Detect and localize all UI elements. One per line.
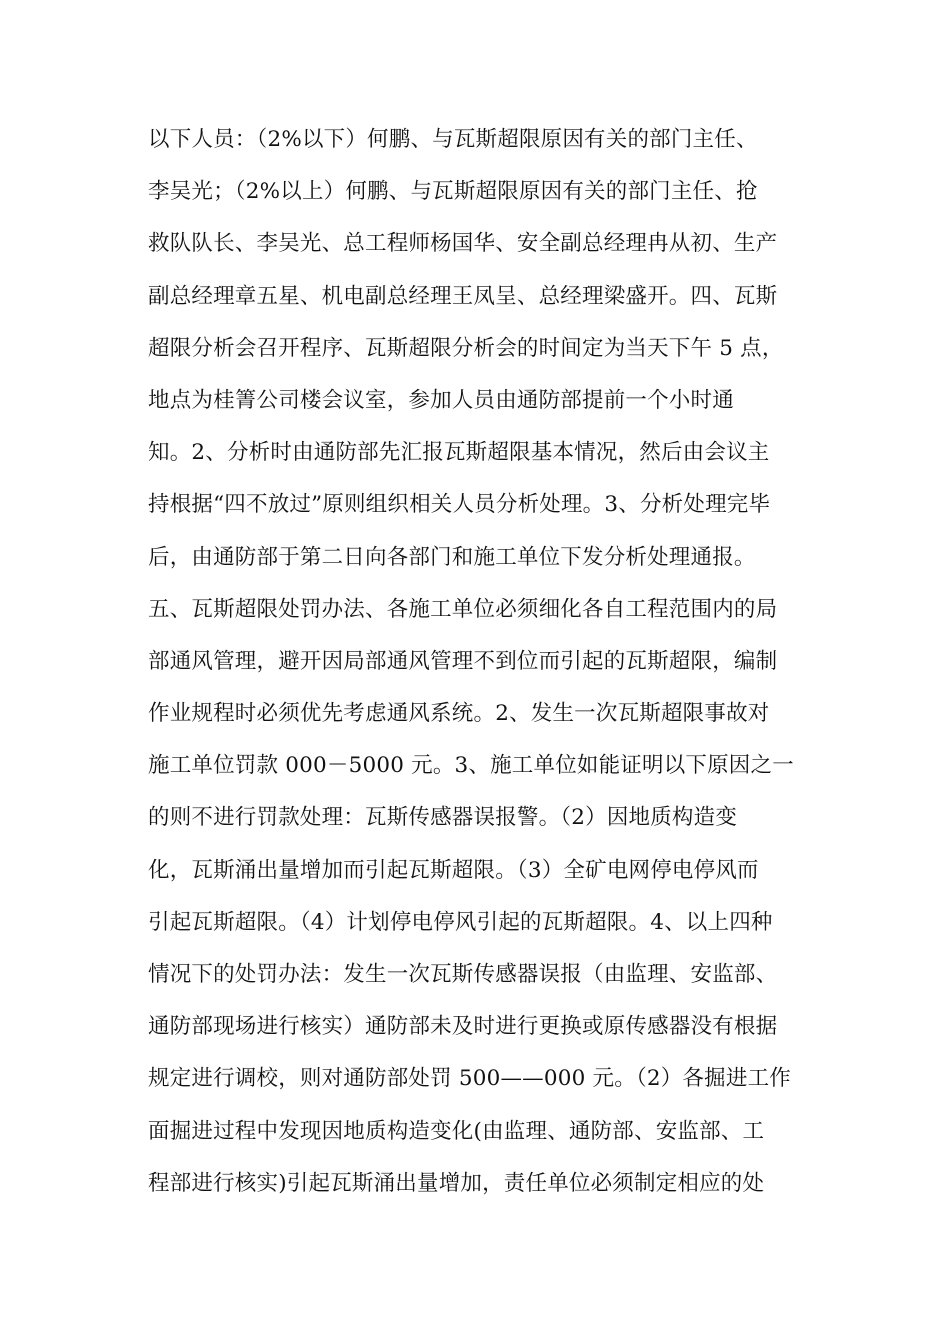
text-line: 施工单位罚款 000－5000 元。3、施工单位如能证明以下原因之一 bbox=[148, 753, 794, 779]
text-line: 面掘进过程中发现因地质构造变化(由监理、通防部、安监部、工 bbox=[148, 1118, 765, 1144]
text-line: 化，瓦斯涌出量增加而引起瓦斯超限。（3）全矿电网停电停风而 bbox=[148, 857, 759, 883]
text-line: 超限分析会召开程序、瓦斯超限分析会的时间定为当天下午 5 点， bbox=[148, 335, 784, 361]
text-line: 后，由通防部于第二日向各部门和施工单位下发分析处理通报。 bbox=[148, 544, 756, 570]
text-line: 情况下的处罚办法：发生一次瓦斯传感器误报（由监理、安监部、 bbox=[148, 962, 778, 987]
text-line: 五、瓦斯超限处罚办法、各施工单位必须细化各自工程范围内的局 bbox=[148, 596, 778, 622]
text-line: 地点为桂箐公司楼会议室，参加人员由通防部提前一个小时通 bbox=[148, 387, 734, 413]
text-line: 的则不进行罚款处理：瓦斯传感器误报警。（2）因地质构造变 bbox=[148, 805, 738, 831]
body-text bbox=[148, 116, 808, 1212]
text-line: 副总经理章五星、机电副总经理王凤呈、总经理梁盛开。四、瓦斯 bbox=[148, 283, 778, 309]
text-line: 部通风管理，避开因局部通风管理不到位而引起的瓦斯超限，编制 bbox=[148, 648, 778, 674]
text-line: 规定进行调校，则对通防部处罚 500——000 元。（2）各掘进工作 bbox=[148, 1066, 791, 1092]
text-line: 通防部现场进行核实）通防部未及时进行更换或原传感器没有根据 bbox=[148, 1014, 778, 1040]
text-line: 程部进行核实)引起瓦斯涌出量增加，责任单位必须制定相应的处 bbox=[148, 1170, 765, 1196]
text-line: 持根据“四不放过”原则组织相关人员分析处理。3、分析处理完毕 bbox=[148, 492, 771, 518]
text-line: 知。2、分析时由通防部先汇报瓦斯超限基本情况，然后由会议主 bbox=[148, 440, 770, 466]
text-line: 以下人员：（2%以下）何鹏、与瓦斯超限原因有关的部门主任、 bbox=[148, 127, 758, 152]
text-line: 作业规程时必须优先考虑通风系统。2、发生一次瓦斯超限事故对 bbox=[148, 701, 770, 727]
text-line: 引起瓦斯超限。（4）计划停电停风引起的瓦斯超限。4、以上四种 bbox=[148, 909, 773, 935]
text-line: 李吴光；（2%以上）何鹏、与瓦斯超限原因有关的部门主任、抢 bbox=[148, 179, 758, 205]
text-line: 救队队长、李吴光、总工程师杨国华、安全副总经理冉从初、生产 bbox=[148, 231, 778, 257]
